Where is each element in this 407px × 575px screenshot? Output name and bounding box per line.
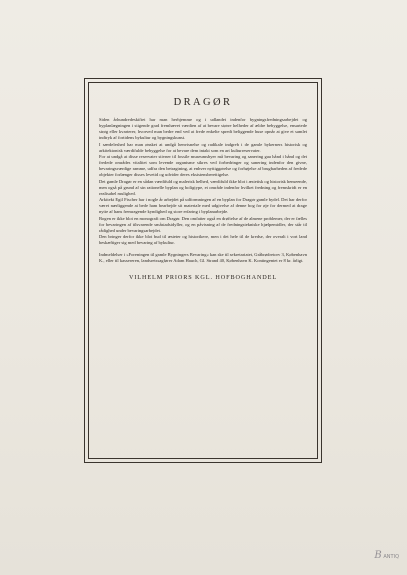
- paragraph-2: I særdeleshed har man ønsket at undgå henvisnelse og radikale indgreb i de gamle bykerners historisk og arkitektonisk værdifulde bebyggelse for at bevare dem intakt som en art kulturreservater.: [99, 141, 307, 153]
- frame-content: [88, 82, 318, 459]
- paragraph-7: Den bringer derfor ikke blot bud til æsteter og historikere, men i det hele til de kredse, der overalt i vort land beskæftiger sig med bevaring af bykultur.: [99, 233, 307, 246]
- paragraph-1: Siden århundredeskiftet har man herhjemme og i udlandet indenfor bygningsfredningsarbejdet og byplanlægningen i stigende grad fremhævet værdien af at bevare større helheder af ældre bebyggelse, ensartede strøg eller kvarterer, hvorved man bedre end ved at frede enkelte spredt beliggende huse opnår at give et samlet indtryk af fortidens bykultur og bygningskunst.: [99, 117, 307, 141]
- paragraph-3: For at undgå at disse reservater stivner til fossile museumsbyer må bevaring og sanering gaa hånd i hånd og det fredede områdes vitalitet som levende organisme sikres ved forbedringer og sanering indenfor den givne, bevaringsværdige ramme, udfra den betragtning, at enhver nyttiggørelse og forhøjelse af brugbarheden af fredede objekter forlænger disses levetid og udvider deres eksistensberettigelse.: [99, 153, 307, 178]
- publisher-line: VILHELM PRIORS KGL. HOFBOGHANDEL: [128, 273, 278, 281]
- stamp-mark: B: [374, 550, 382, 561]
- paragraph-4: Det gamle Dragør er en sådan værdifuld og malerisk helhed, værdifuld ikke blot i æstetisk og historisk henseende, men også på grund af sin rationelle byplan og boligtype, et område indenfor hvilket fredning og fremskridt er en realisabel mulighed.: [99, 178, 307, 196]
- document-title: DRAGØR: [173, 97, 233, 108]
- body-text: [99, 117, 307, 246]
- double-border-frame: [84, 78, 322, 463]
- subscription-note: Indmeldelser i »Foreningen til gamle Bygningers Bevaring« kan ske til sekretariatet, Gråbrødretorv 3, København K., eller til kassereren, landsretssagfører Adam Hauch, Gl. Strand 40, København K. Kontingentet er 8 kr. årligt.: [99, 252, 307, 264]
- paragraph-5: Arkitekt Egil Fischer har i nogle år arbejdet på udformningen af en byplan for Dragør gamle bydel. Det har derfor været nærliggende at bede ham bearbejde sit materiale med udgivelse af denne bog for øje for dermed at drage nytte af hans fremragende kyndighed og store erfaring i byplanarbejde.: [99, 197, 307, 215]
- paragraph-6: Bogen er ikke blot en monografi om Dragør. Den omfatter også en drøftelse af de almene problemer, der er fælles for bevaringen af tilsvarende småstadsidyller, og en påvisning af de fredningstekniske hjælpemidler, der står til rådighed under bevaringsarbejdet.: [99, 215, 307, 233]
- stamp-text: ANTIQ: [383, 554, 399, 560]
- antiquarian-stamp: [374, 550, 399, 561]
